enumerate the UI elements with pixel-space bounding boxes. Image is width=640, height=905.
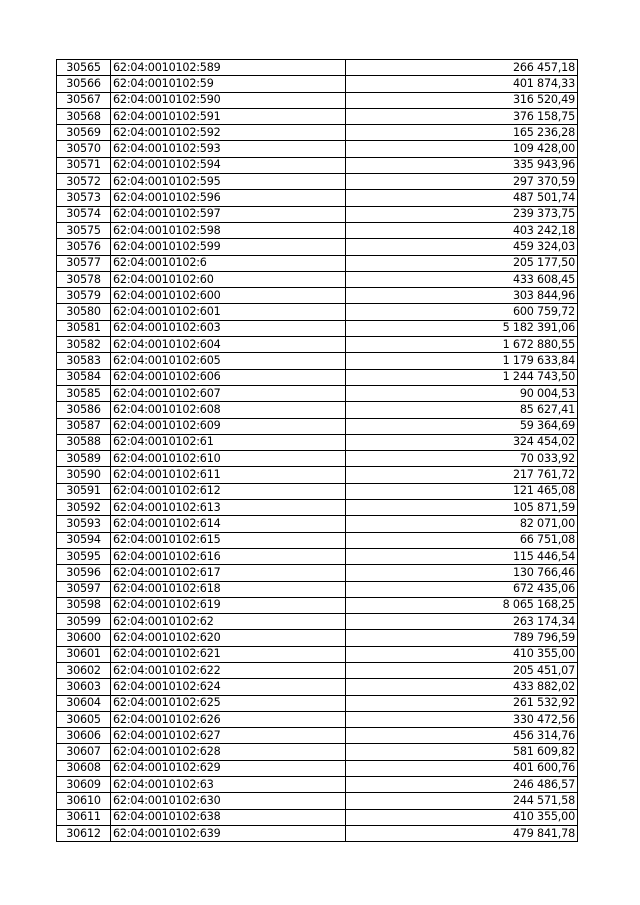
cadastral-number-cell: 62:04:0010102:624 [111,679,346,695]
value-cell: 297 370,59 [346,174,578,190]
table-row [57,679,578,695]
row-number-cell: 30609 [57,777,111,793]
cadastral-number-cell: 62:04:0010102:62 [111,614,346,630]
value-cell: 70 033,92 [346,451,578,467]
cadastral-number-cell: 62:04:0010102:598 [111,222,346,238]
row-number-cell: 30594 [57,532,111,548]
value-cell: 335 943,96 [346,157,578,173]
cadastral-number-cell: 62:04:0010102:590 [111,92,346,108]
value-cell: 205 177,50 [346,255,578,271]
value-cell: 324 454,02 [346,434,578,450]
row-number-cell: 30605 [57,711,111,727]
value-cell: 433 608,45 [346,271,578,287]
row-number-cell: 30568 [57,108,111,124]
cadastral-number-cell: 62:04:0010102:638 [111,809,346,825]
cadastral-number-cell: 62:04:0010102:606 [111,369,346,385]
table-row [57,548,578,564]
table-row [57,304,578,320]
row-number-cell: 30608 [57,760,111,776]
table-row [57,500,578,516]
value-cell: 1 244 743,50 [346,369,578,385]
cadastral-number-cell: 62:04:0010102:625 [111,695,346,711]
table-row [57,190,578,206]
row-number-cell: 30593 [57,516,111,532]
cadastral-number-cell: 62:04:0010102:619 [111,597,346,613]
table-row [57,809,578,825]
cadastral-number-cell: 62:04:0010102:608 [111,402,346,418]
table-row [57,255,578,271]
cadastral-number-cell: 62:04:0010102:614 [111,516,346,532]
row-number-cell: 30597 [57,581,111,597]
value-cell: 410 355,00 [346,809,578,825]
value-cell: 205 451,07 [346,662,578,678]
row-number-cell: 30603 [57,679,111,695]
cadastral-number-cell: 62:04:0010102:630 [111,793,346,809]
cadastral-number-cell: 62:04:0010102:593 [111,141,346,157]
table-row [57,646,578,662]
row-number-cell: 30588 [57,434,111,450]
cadastral-number-cell: 62:04:0010102:603 [111,320,346,336]
value-cell: 5 182 391,06 [346,320,578,336]
value-cell: 266 457,18 [346,60,578,76]
row-number-cell: 30584 [57,369,111,385]
cadastral-number-cell: 62:04:0010102:6 [111,255,346,271]
value-cell: 263 174,34 [346,614,578,630]
value-cell: 109 428,00 [346,141,578,157]
value-cell: 581 609,82 [346,744,578,760]
value-cell: 672 435,06 [346,581,578,597]
cadastral-number-cell: 62:04:0010102:600 [111,288,346,304]
row-number-cell: 30565 [57,60,111,76]
value-cell: 456 314,76 [346,728,578,744]
row-number-cell: 30612 [57,825,111,841]
table-row [57,369,578,385]
row-number-cell: 30578 [57,271,111,287]
row-number-cell: 30598 [57,597,111,613]
table-row [57,630,578,646]
value-cell: 433 882,02 [346,679,578,695]
table-row [57,125,578,141]
cadastral-number-cell: 62:04:0010102:595 [111,174,346,190]
table-row [57,385,578,401]
value-cell: 244 571,58 [346,793,578,809]
value-cell: 90 004,53 [346,385,578,401]
cadastral-number-cell: 62:04:0010102:612 [111,483,346,499]
row-number-cell: 30574 [57,206,111,222]
value-cell: 376 158,75 [346,108,578,124]
table-row [57,825,578,841]
row-number-cell: 30581 [57,320,111,336]
cadastral-number-cell: 62:04:0010102:601 [111,304,346,320]
table-row [57,760,578,776]
value-cell: 85 627,41 [346,402,578,418]
table-row [57,239,578,255]
table-row [57,337,578,353]
table-row [57,402,578,418]
value-cell: 487 501,74 [346,190,578,206]
value-cell: 1 672 880,55 [346,337,578,353]
value-cell: 165 236,28 [346,125,578,141]
cadastral-number-cell: 62:04:0010102:61 [111,434,346,450]
row-number-cell: 30577 [57,255,111,271]
row-number-cell: 30596 [57,565,111,581]
cadastral-number-cell: 62:04:0010102:609 [111,418,346,434]
row-number-cell: 30579 [57,288,111,304]
table-row [57,353,578,369]
row-number-cell: 30586 [57,402,111,418]
table-body [57,60,578,842]
value-cell: 246 486,57 [346,777,578,793]
cadastral-number-cell: 62:04:0010102:59 [111,76,346,92]
row-number-cell: 30589 [57,451,111,467]
row-number-cell: 30567 [57,92,111,108]
table-row [57,76,578,92]
value-cell: 105 871,59 [346,500,578,516]
cadastral-number-cell: 62:04:0010102:621 [111,646,346,662]
value-cell: 789 796,59 [346,630,578,646]
table-row [57,320,578,336]
table-row [57,744,578,760]
value-cell: 303 844,96 [346,288,578,304]
row-number-cell: 30576 [57,239,111,255]
cadastral-number-cell: 62:04:0010102:589 [111,60,346,76]
value-cell: 316 520,49 [346,92,578,108]
table-row [57,434,578,450]
row-number-cell: 30595 [57,548,111,564]
table-row [57,108,578,124]
row-number-cell: 30590 [57,467,111,483]
cadastral-number-cell: 62:04:0010102:617 [111,565,346,581]
table-row [57,418,578,434]
cadastral-number-cell: 62:04:0010102:592 [111,125,346,141]
cadastral-number-cell: 62:04:0010102:599 [111,239,346,255]
row-number-cell: 30582 [57,337,111,353]
table-row [57,614,578,630]
table-row [57,222,578,238]
value-cell: 239 373,75 [346,206,578,222]
table-row [57,157,578,173]
row-number-cell: 30580 [57,304,111,320]
row-number-cell: 30575 [57,222,111,238]
cadastral-number-cell: 62:04:0010102:622 [111,662,346,678]
table-row [57,288,578,304]
value-cell: 8 065 168,25 [346,597,578,613]
table-row [57,271,578,287]
row-number-cell: 30585 [57,385,111,401]
table-row [57,711,578,727]
row-number-cell: 30606 [57,728,111,744]
cadastral-number-cell: 62:04:0010102:597 [111,206,346,222]
cadastral-number-cell: 62:04:0010102:627 [111,728,346,744]
value-cell: 459 324,03 [346,239,578,255]
value-cell: 401 600,76 [346,760,578,776]
value-cell: 121 465,08 [346,483,578,499]
value-cell: 261 532,92 [346,695,578,711]
cadastral-number-cell: 62:04:0010102:616 [111,548,346,564]
table-row [57,565,578,581]
cadastral-value-table [56,59,578,842]
cadastral-number-cell: 62:04:0010102:591 [111,108,346,124]
cadastral-number-cell: 62:04:0010102:611 [111,467,346,483]
row-number-cell: 30587 [57,418,111,434]
table-row [57,581,578,597]
table-row [57,662,578,678]
row-number-cell: 30571 [57,157,111,173]
table-row [57,467,578,483]
cadastral-number-cell: 62:04:0010102:604 [111,337,346,353]
value-cell: 66 751,08 [346,532,578,548]
row-number-cell: 30611 [57,809,111,825]
cadastral-number-cell: 62:04:0010102:610 [111,451,346,467]
row-number-cell: 30591 [57,483,111,499]
cadastral-number-cell: 62:04:0010102:596 [111,190,346,206]
table-row [57,793,578,809]
table-row [57,141,578,157]
row-number-cell: 30600 [57,630,111,646]
row-number-cell: 30599 [57,614,111,630]
row-number-cell: 30601 [57,646,111,662]
table-row [57,92,578,108]
cadastral-number-cell: 62:04:0010102:620 [111,630,346,646]
value-cell: 1 179 633,84 [346,353,578,369]
value-cell: 59 364,69 [346,418,578,434]
table-row [57,695,578,711]
value-cell: 401 874,33 [346,76,578,92]
value-cell: 410 355,00 [346,646,578,662]
cadastral-number-cell: 62:04:0010102:605 [111,353,346,369]
table-row [57,597,578,613]
row-number-cell: 30583 [57,353,111,369]
value-cell: 330 472,56 [346,711,578,727]
value-cell: 130 766,46 [346,565,578,581]
value-cell: 403 242,18 [346,222,578,238]
value-cell: 217 761,72 [346,467,578,483]
row-number-cell: 30570 [57,141,111,157]
table-row [57,206,578,222]
row-number-cell: 30604 [57,695,111,711]
table-row [57,483,578,499]
row-number-cell: 30569 [57,125,111,141]
table-row [57,728,578,744]
cadastral-number-cell: 62:04:0010102:615 [111,532,346,548]
table-row [57,174,578,190]
table-row [57,451,578,467]
cadastral-number-cell: 62:04:0010102:626 [111,711,346,727]
table-row [57,777,578,793]
table-row [57,532,578,548]
cadastral-number-cell: 62:04:0010102:629 [111,760,346,776]
row-number-cell: 30572 [57,174,111,190]
row-number-cell: 30566 [57,76,111,92]
value-cell: 600 759,72 [346,304,578,320]
cadastral-number-cell: 62:04:0010102:607 [111,385,346,401]
row-number-cell: 30602 [57,662,111,678]
row-number-cell: 30607 [57,744,111,760]
row-number-cell: 30610 [57,793,111,809]
cadastral-number-cell: 62:04:0010102:613 [111,500,346,516]
row-number-cell: 30573 [57,190,111,206]
cadastral-number-cell: 62:04:0010102:639 [111,825,346,841]
cadastral-number-cell: 62:04:0010102:628 [111,744,346,760]
cadastral-number-cell: 62:04:0010102:63 [111,777,346,793]
value-cell: 82 071,00 [346,516,578,532]
cadastral-number-cell: 62:04:0010102:60 [111,271,346,287]
value-cell: 479 841,78 [346,825,578,841]
value-cell: 115 446,54 [346,548,578,564]
cadastral-number-cell: 62:04:0010102:618 [111,581,346,597]
cadastral-number-cell: 62:04:0010102:594 [111,157,346,173]
row-number-cell: 30592 [57,500,111,516]
table-row [57,60,578,76]
table-row [57,516,578,532]
